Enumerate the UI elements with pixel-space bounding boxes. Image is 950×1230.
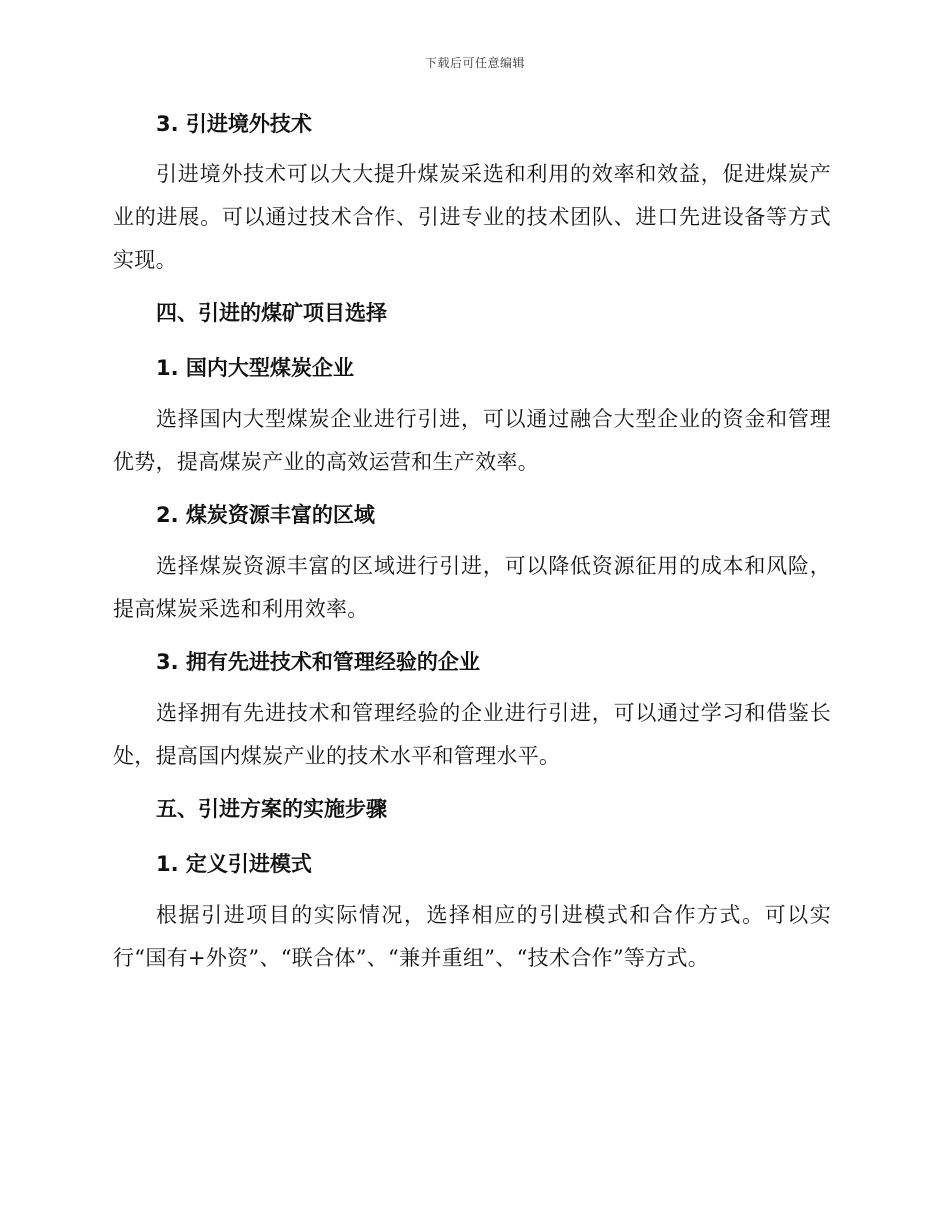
subsection-paragraph: 选择国内大型煤炭企业进行引进，可以通过融合大型企业的资金和管理优势，提高煤炭产业的高效运营和生产效率。 (113, 407, 831, 474)
subsection-paragraph: 根据引进项目的实际情况，选择相应的引进模式和合作方式。可以实行“国有+外资”、“联合体”、“兼并重组”、“技术合作”等方式。 (113, 903, 831, 970)
subsection-heading: 1. 国内大型煤炭企业 (156, 356, 354, 380)
subsection-heading: 1. 定义引进模式 (156, 852, 312, 876)
section-paragraph: 引进境外技术可以大大提升煤炭采选和利用的效率和效益，促进煤炭产业的进展。可以通过技术合作、引进专业的技术团队、进口先进设备等方式实现。 (113, 162, 831, 272)
part-heading: 五、引进方案的实施步骤 (156, 797, 387, 821)
subsection-paragraph: 选择煤炭资源丰富的区域进行引进，可以降低资源征用的成本和风险，提高煤炭采选和利用效率。 (113, 554, 831, 621)
subsection-paragraph: 选择拥有先进技术和管理经验的企业进行引进，可以通过学习和借鉴长处，提高国内煤炭产业的技术水平和管理水平。 (113, 701, 831, 768)
section-heading: 3. 引进境外技术 (156, 112, 312, 136)
document-body (113, 108, 831, 980)
subsection-heading: 3. 拥有先进技术和管理经验的企业 (156, 650, 480, 674)
subsection-heading: 2. 煤炭资源丰富的区域 (156, 503, 375, 527)
header-note: 下载后可任意编辑 (424, 56, 525, 70)
part-heading: 四、引进的煤矿项目选择 (156, 301, 387, 325)
